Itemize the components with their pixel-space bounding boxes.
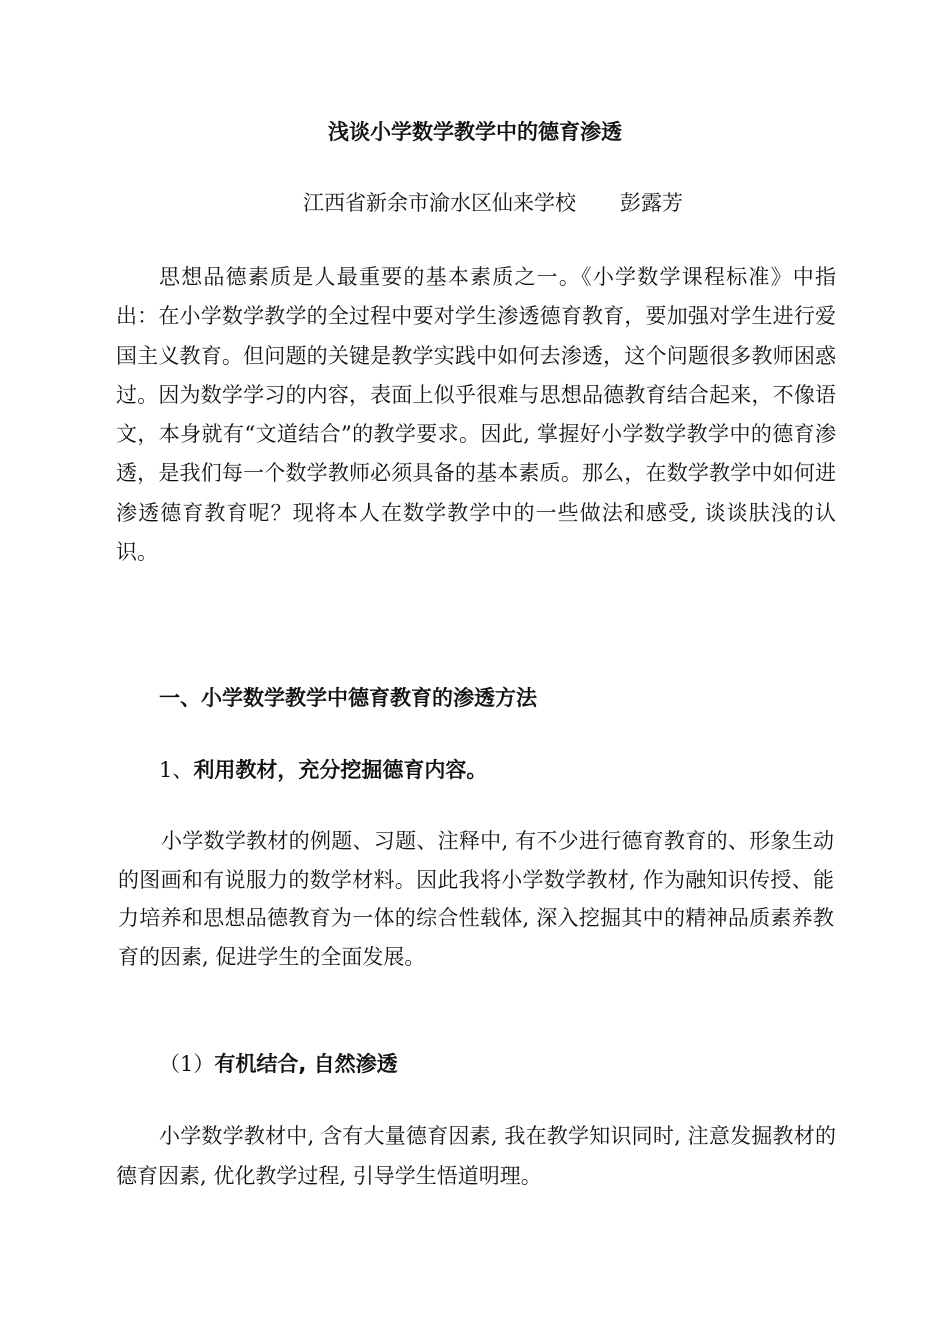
byline-school: 江西省新余市渝水区仙来学校 xyxy=(303,191,576,215)
section-heading-1-text: 一、小学数学教学中德育教育的渗透方法 xyxy=(159,686,537,710)
subsection-heading-2 xyxy=(159,1049,398,1079)
subsection-heading-1 xyxy=(159,755,487,785)
document-title: 浅谈小学数学教学中的德育渗透 xyxy=(328,120,622,144)
byline xyxy=(303,188,683,218)
byline-author: 彭露芳 xyxy=(620,191,683,215)
subsection-heading-1-number: 1、 xyxy=(159,758,194,782)
body-paragraph-2: 小学数学教材的例题、习题、注释中, 有不少进行德育教育的、形象生动的图画和有说服力的数学材料。因此我将小学数学教材, 作为融知识传授、能力培养和思想品德教育为一体的综合性载体, 深入挖掘其中的精神品质素养教育的因素, 促进学生的全面发展。 xyxy=(118,829,834,969)
subsection-heading-2-number: （1） xyxy=(159,1052,215,1076)
subsection-heading-1-text: 利用教材，充分挖掘德育内容。 xyxy=(193,758,488,782)
subsection-heading-2-text: 有机结合, 自然渗透 xyxy=(214,1052,398,1076)
section-heading-1 xyxy=(159,683,537,713)
body-paragraph-3: 小学数学教材中, 含有大量德育因素, 我在教学知识同时, 注意发掘教材的德育因素, 优化教学过程, 引导学生悟道明理。 xyxy=(116,1124,836,1188)
intro-paragraph: 思想品德素质是人最重要的基本素质之一。《小学数学课程标准》中指出：在小学数学教学的全过程中要对学生渗透德育教育，要加强对学生进行爱国主义教育。但问题的关键是教学实践中如何去渗透，这个问题很多教师困惑过。因为数学学习的内容，表面上似乎很难与思想品德教育结合起来，不像语文，本身就有“文道结合”的教学要求。因此, 掌握好小学数学教学中的德育渗透，是我们每一个数学教师必须具备的基本素质。那么，在数学教学中如何进渗透德育教育呢？现将本人在数学教学中的一些做法和感受, 谈谈肤浅的认识。 xyxy=(116,265,836,565)
